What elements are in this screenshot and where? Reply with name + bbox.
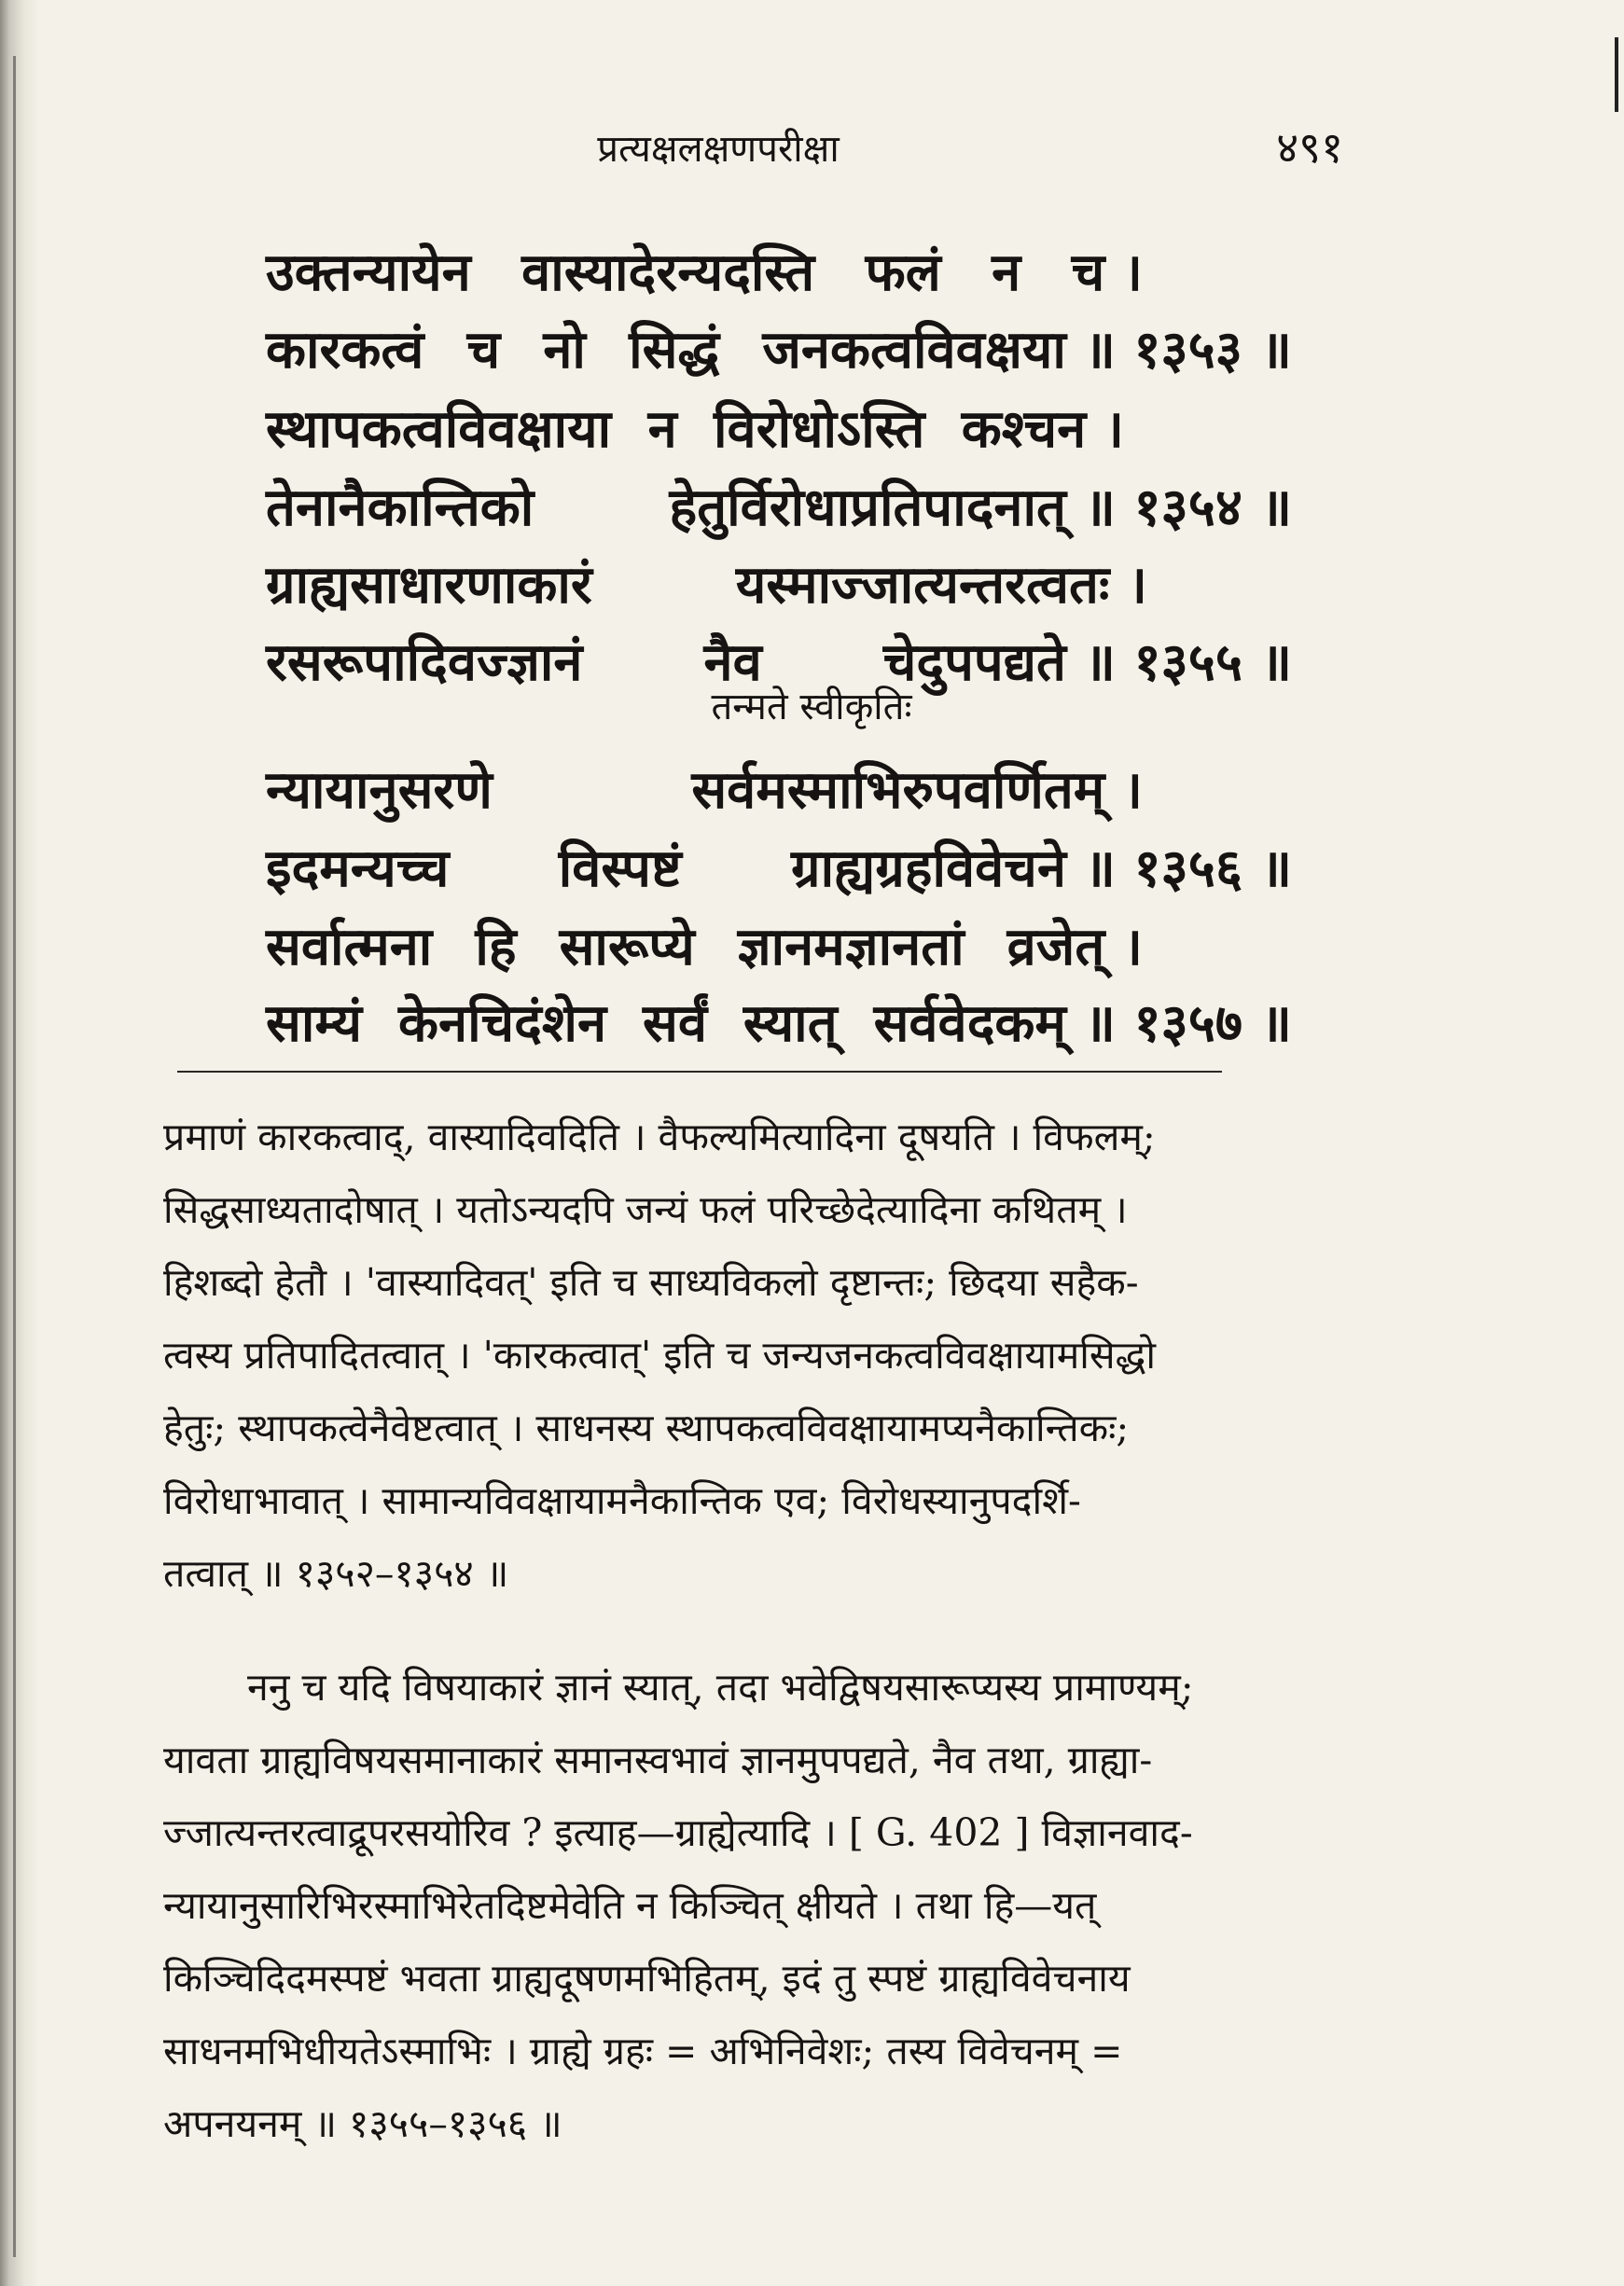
verse-word: सिद्धं (629, 319, 720, 381)
verse-word: वास्यादेरन्यदस्ति (521, 242, 815, 303)
commentary-line: सिद्धसाध्यतादोषात् । यतोऽन्यदपि जन्यं फलं परिच्छेदेत्यादिना कथितम् । (163, 1187, 1128, 1232)
spine-edge-line (13, 56, 16, 2257)
verse-word: सर्वात्मना (266, 916, 433, 977)
verse-word: न (647, 398, 677, 460)
verse-line (266, 385, 1292, 469)
verse-word: न (992, 242, 1021, 303)
verse-word: उक्तन्यायेन (266, 242, 471, 303)
verse-word: सर्वमस्माभिरुपवर्णितम् । (691, 759, 1143, 821)
verse-word: केनचिदंशेन (397, 992, 607, 1054)
commentary-line: यावता ग्राह्यविषयसमानाकारं समानस्वभावं ज्ञानमुपपद्यते, नैव तथा, ग्राह्या- (163, 1738, 1153, 1782)
verse-word: स्थापकत्वविवक्षाया (266, 398, 612, 460)
section-subheading: तन्मते स्वीकृतिः (711, 686, 912, 728)
verse-line (266, 746, 1292, 830)
verse-word: सारूप्ये (559, 916, 695, 977)
commentary-line: हिशब्दो हेतौ । 'वास्यादिवत्' इति च साध्यविकलो दृष्टान्तः; छिदया सहैक- (163, 1260, 1139, 1305)
book-spine-shadow (0, 0, 39, 2286)
verse-word: चेदुपपद्यते ॥ १३५५ ॥ (882, 631, 1292, 693)
commentary-line: ननु च यदि विषयाकारं ज्ञानं स्यात्, तदा भवेद्विषयसारूप्यस्य प्रामाण्यम्; (247, 1665, 1194, 1710)
commentary-line: प्रमाणं कारकत्वाद्, वास्यादिवदिति । वैफल्यमित्यादिना दूषयति । विफलम्; (163, 1115, 1156, 1159)
commentary-line: तत्वात् ॥ १३५२–१३५४ ॥ (163, 1551, 509, 1596)
verse-line (266, 229, 1292, 312)
commentary-line: ज्जात्यन्तरत्वाद्रूपरसयोरिव ? इत्याह—ग्राह्येत्यादि । [ G. 402 ] विज्ञानवाद- (163, 1810, 1193, 1855)
footnote-separator (177, 1071, 1222, 1073)
verse-line (266, 464, 1292, 547)
verse-word: ग्राह्यसाधारणाकारं (266, 554, 592, 616)
commentary-line: अपनयनम् ॥ १३५५–१३५६ ॥ (163, 2101, 562, 2146)
commentary-line: त्वस्य प्रतिपादितत्वात् । 'कारकत्वात्' इति च जन्यजनकत्वविवक्षायामसिद्धो (163, 1333, 1156, 1378)
commentary-line: हेतुः; स्थापकत्वेनैवेष्टत्वात् । साधनस्य स्थापकत्वविवक्षायामप्यनैकान्तिकः; (163, 1406, 1130, 1450)
verse-word: साम्यं (266, 992, 363, 1054)
commentary-paragraph (163, 1101, 1320, 1610)
verse-word: व्रजेत् । (1006, 916, 1143, 977)
verse-line (266, 979, 1292, 1063)
running-header-title: प्रत्यक्षलक्षणपरीक्षा (597, 128, 840, 171)
verse-word: रसरूपादिवज्ज्ञानं (266, 631, 583, 693)
verse-word: तेनानैकान्तिको (266, 477, 534, 538)
verse-word: सर्वं (642, 992, 707, 1054)
verse-word: ज्ञानमज्ञानतां (737, 916, 965, 977)
verse-word: कारकत्वं (266, 319, 424, 381)
commentary-line: किञ्चिदिदमस्पष्टं भवता ग्राह्यदूषणमभिहितम्, इदं तु स्पष्टं ग्राह्यविवेचनाय (163, 1956, 1131, 2001)
verse-line (266, 306, 1292, 390)
verse-word: च (466, 319, 501, 381)
verse-word: कश्चन । (961, 398, 1124, 460)
verse-word: फलं (865, 242, 941, 303)
verse-word: हि (475, 916, 517, 977)
verse-word: नो (543, 319, 586, 381)
commentary-line: साधनमभिधीयतेऽस्माभिः । ग्राह्ये ग्रहः = अभिनिवेशः; तस्य विवेचनम् = (163, 2029, 1123, 2073)
verse-word: सर्ववेदकम् ॥ १३५७ ॥ (873, 992, 1292, 1054)
verse-line (266, 541, 1292, 625)
commentary-line: न्यायानुसारिभिरस्माभिरेतदिष्टमेवेति न किञ्चित् क्षीयते । तथा हि—यत् (163, 1883, 1097, 1928)
verse-word: विरोधोऽस्ति (714, 398, 925, 460)
verse-word: हेतुर्विरोधाप्रतिपादनात् ॥ १३५४ ॥ (669, 477, 1292, 538)
verse-word: ग्राह्यग्रहविवेचने ॥ १३५६ ॥ (791, 838, 1292, 899)
commentary-paragraph (163, 1651, 1320, 2160)
verse-word: जनकत्वविवक्षया ॥ १३५३ ॥ (762, 319, 1292, 381)
verse-line (266, 903, 1292, 987)
page-edge-mark (1615, 37, 1618, 112)
verse-word: न्यायानुसरणे (266, 759, 493, 821)
verse-word: च । (1071, 242, 1143, 303)
verse-word: नैव (703, 631, 762, 693)
verse-word: यस्माज्जात्यन्तरत्वतः । (735, 554, 1147, 616)
verse-word: इदमन्यच्च (266, 838, 450, 899)
verse-line (266, 824, 1292, 908)
commentary-line: विरोधाभावात् । सामान्यविवक्षायामनैकान्तिक एव; विरोधस्यानुपदर्शि- (163, 1478, 1081, 1523)
verse-word: विस्पष्टं (558, 838, 682, 899)
page-number: ४९१ (1276, 122, 1343, 173)
verse-word: स्यात् (743, 992, 838, 1054)
